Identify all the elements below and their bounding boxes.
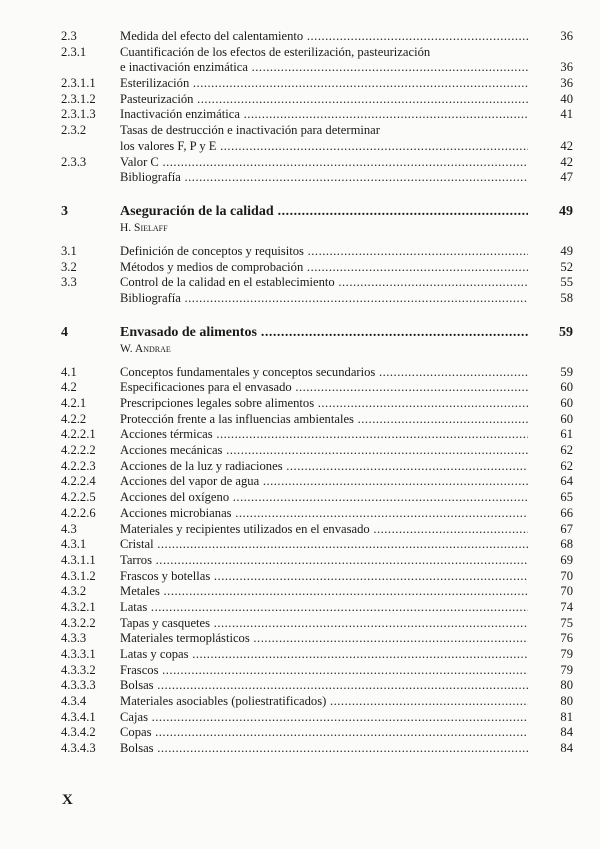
section-number: 4.3: [61, 521, 77, 536]
toc-entry[interactable]: [61, 459, 573, 475]
toc-entry[interactable]: [61, 443, 573, 459]
toc-entry[interactable]: [61, 45, 573, 61]
section-number: 4.3.1.2: [61, 568, 96, 583]
toc-entry[interactable]: [61, 631, 573, 647]
section-number: 2.3.1.3: [61, 107, 96, 122]
toc-entry[interactable]: [61, 663, 573, 679]
page-number: 47: [560, 170, 573, 185]
page-number: 36: [560, 60, 573, 75]
section-title: Métodos y medios de comprobación .....: [120, 260, 528, 276]
toc-entry[interactable]: [61, 291, 573, 307]
section-number: 4.3.2.1: [61, 599, 96, 614]
page-number: 76: [560, 631, 573, 646]
section-title: Aseguración de la calidad .....: [120, 203, 528, 220]
toc-entry[interactable]: [61, 741, 573, 757]
section-title: Cristal .....: [120, 537, 528, 553]
toc-entry[interactable]: [61, 616, 573, 632]
page-number: 55: [560, 275, 573, 290]
page-number: 65: [560, 490, 573, 505]
toc-entry[interactable]: [61, 710, 573, 726]
section-number: 4.2.2.4: [61, 474, 96, 489]
section-number: 4.3.3.1: [61, 647, 96, 661]
page-number: 52: [560, 259, 573, 274]
toc-entry[interactable]: [61, 506, 573, 522]
page-number: 64: [560, 474, 573, 489]
toc-entry[interactable]: [61, 474, 573, 490]
page-number: 62: [560, 443, 573, 458]
toc-entry[interactable]: [61, 694, 573, 710]
page-number: 49: [560, 243, 573, 258]
toc-entry[interactable]: [61, 139, 573, 155]
section-title: Tapas y casquetes .....: [120, 616, 528, 632]
chapter-author: [61, 341, 573, 357]
section-title: Especificaciones para el envasado .....: [120, 380, 528, 396]
page-number: 42: [560, 138, 573, 153]
section-number: 4.3.2: [61, 584, 87, 599]
section-title: Bibliografía .....: [120, 170, 528, 186]
page-number: 81: [560, 709, 573, 724]
toc-entry[interactable]: [61, 244, 573, 260]
section-number: 4.3.1.1: [61, 552, 96, 567]
page-number: 60: [560, 411, 573, 426]
section-number: 2.3.1: [61, 44, 87, 59]
section-number: 4.2.2.6: [61, 505, 96, 520]
section-title: Acciones mecánicas .....: [120, 443, 528, 459]
section-title: Tasas de destrucción e inactivación para determinar: [120, 123, 380, 138]
toc-entry[interactable]: [61, 170, 573, 186]
toc-entry[interactable]: [61, 396, 573, 412]
page-number: 67: [560, 521, 573, 536]
toc-entry[interactable]: [61, 76, 573, 92]
page-number: 70: [560, 584, 573, 599]
section-title: Acciones del oxígeno .....: [120, 490, 528, 506]
section-title: e inactivación enzimática .....: [120, 60, 528, 76]
page-number: 36: [560, 76, 573, 91]
section-title: Prescripciones legales sobre alimentos .....: [120, 396, 528, 412]
section-number: 4.3.4.1: [61, 709, 96, 724]
section-title: Frascos .....: [120, 663, 528, 679]
chapter-heading[interactable]: [61, 203, 573, 220]
page-number: 68: [560, 537, 573, 552]
toc-entry[interactable]: [61, 29, 573, 45]
toc-entry[interactable]: [61, 123, 573, 139]
section-title: Valor C .....: [120, 155, 528, 171]
section-title: Bolsas .....: [120, 741, 528, 757]
section-number: 4.2.2.3: [61, 458, 96, 473]
page-number: 60: [560, 396, 573, 410]
section-number: 4.3.4.3: [61, 741, 96, 756]
page-number: 70: [560, 568, 573, 583]
section-title: Control de la calidad en el establecimiento .....: [120, 275, 528, 291]
section-title: Copas .....: [120, 725, 528, 741]
section-title: Latas y copas .....: [120, 647, 528, 663]
section-number: 4.3.1: [61, 537, 87, 552]
toc-entry[interactable]: [61, 647, 573, 663]
section-title: los valores F, P y E .....: [120, 139, 528, 155]
toc-entry[interactable]: [61, 600, 573, 616]
section-title: Bolsas .....: [120, 678, 528, 694]
page-number: 58: [560, 290, 573, 305]
page-number: 79: [560, 647, 573, 661]
toc-entry[interactable]: [61, 107, 573, 123]
page-number: 42: [560, 154, 573, 169]
page-folio: X: [62, 792, 73, 808]
section-number: 4: [61, 324, 68, 340]
toc-entry[interactable]: [61, 678, 573, 694]
page-number: 69: [560, 552, 573, 567]
section-title: Conceptos fundamentales y conceptos secundarios .....: [120, 365, 528, 381]
section-title: Esterilización .....: [120, 76, 528, 92]
section-title: Cajas .....: [120, 710, 528, 726]
section-number: 3.2: [61, 259, 77, 274]
section-number: 4.3.3.3: [61, 678, 96, 693]
section-title: Acciones microbianas .....: [120, 506, 528, 522]
section-number: 3.1: [61, 243, 77, 258]
toc-entry[interactable]: [61, 522, 573, 538]
section-number: 2.3.2: [61, 123, 87, 138]
section-title: Frascos y botellas .....: [120, 569, 528, 585]
page-number: 59: [559, 324, 573, 340]
page-number: 60: [560, 380, 573, 395]
section-title: Cuantificación de los efectos de esterilización, pasteurización: [120, 44, 431, 59]
page-number: 80: [560, 694, 573, 709]
section-number: 4.2.2.2: [61, 443, 96, 458]
section-title: Materiales asociables (poliestratificados) .....: [120, 694, 528, 710]
section-title: Definición de conceptos y requisitos .....: [120, 244, 528, 260]
section-title: Metales .....: [120, 584, 528, 600]
author-name: H. Sielaff: [120, 221, 168, 234]
toc-entry[interactable]: [61, 490, 573, 506]
toc-entry[interactable]: [61, 584, 573, 600]
section-title: Medida del efecto del calentamiento .....: [120, 29, 528, 45]
page-number: 84: [560, 725, 573, 740]
toc-entry[interactable]: [61, 537, 573, 553]
page-number: 36: [560, 29, 573, 43]
section-number: 2.3: [61, 29, 77, 43]
section-title: Materiales termoplásticos .....: [120, 631, 528, 647]
page-number: 61: [560, 427, 573, 442]
section-number: 2.3.1.1: [61, 76, 96, 91]
page-number: 62: [560, 458, 573, 473]
section-title: Envasado de alimentos .....: [120, 324, 528, 341]
page-number: 40: [560, 91, 573, 106]
section-number: 4.3.2.2: [61, 615, 96, 630]
toc-entry[interactable]: [61, 92, 573, 108]
toc-entry[interactable]: [61, 380, 573, 396]
chapter-author: [61, 220, 573, 236]
page-number: 41: [560, 107, 573, 122]
section-title: Tarros .....: [120, 553, 528, 569]
toc-entry[interactable]: [61, 155, 573, 171]
section-number: 3: [61, 203, 68, 219]
page-number: 74: [560, 599, 573, 614]
section-title: Bibliografía .....: [120, 291, 528, 307]
page-number: 59: [560, 364, 573, 379]
page-number: 66: [560, 505, 573, 520]
toc-entry[interactable]: [61, 569, 573, 585]
section-title: Inactivación enzimática .....: [120, 107, 528, 123]
section-title: Latas .....: [120, 600, 528, 616]
section-number: 4.2: [61, 380, 77, 395]
toc-entry[interactable]: [61, 725, 573, 741]
page-number: 79: [560, 662, 573, 677]
section-number: 2.3.3: [61, 154, 87, 169]
section-title: Acciones del vapor de agua .....: [120, 474, 528, 490]
toc-entry[interactable]: [61, 412, 573, 428]
section-number: 4.2.2.5: [61, 490, 96, 505]
page-number: 80: [560, 678, 573, 693]
toc-entry[interactable]: [61, 275, 573, 291]
section-number: 4.2.2: [61, 411, 87, 426]
section-number: 4.2.1: [61, 396, 87, 410]
chapter-heading[interactable]: [61, 324, 573, 341]
section-title: Pasteurización .....: [120, 92, 528, 108]
toc-entry[interactable]: [61, 60, 573, 76]
section-number: 4.2.2.1: [61, 427, 96, 442]
section-number: 4.3.3: [61, 631, 87, 646]
page-number: 75: [560, 615, 573, 630]
toc-entry[interactable]: [61, 553, 573, 569]
toc-entry[interactable]: [61, 427, 573, 443]
toc-entry[interactable]: [61, 365, 573, 381]
section-number: 4.3.3.2: [61, 662, 96, 677]
section-title: Materiales y recipientes utilizados en el envasado .....: [120, 522, 528, 538]
table-of-contents: [61, 29, 573, 757]
section-number: 4.3.4.2: [61, 725, 96, 740]
author-name: W. Andrae: [120, 342, 171, 355]
section-number: 4.1: [61, 364, 77, 379]
page-number: 49: [559, 203, 573, 219]
section-number: 3.3: [61, 275, 77, 290]
page-number: 84: [560, 741, 573, 756]
section-number: 2.3.1.2: [61, 91, 96, 106]
section-title: Acciones térmicas .....: [120, 427, 528, 443]
toc-entry[interactable]: [61, 260, 573, 276]
section-title: Acciones de la luz y radiaciones .....: [120, 459, 528, 475]
section-number: 4.3.4: [61, 694, 87, 709]
section-title: Protección frente a las influencias ambientales .....: [120, 412, 528, 428]
